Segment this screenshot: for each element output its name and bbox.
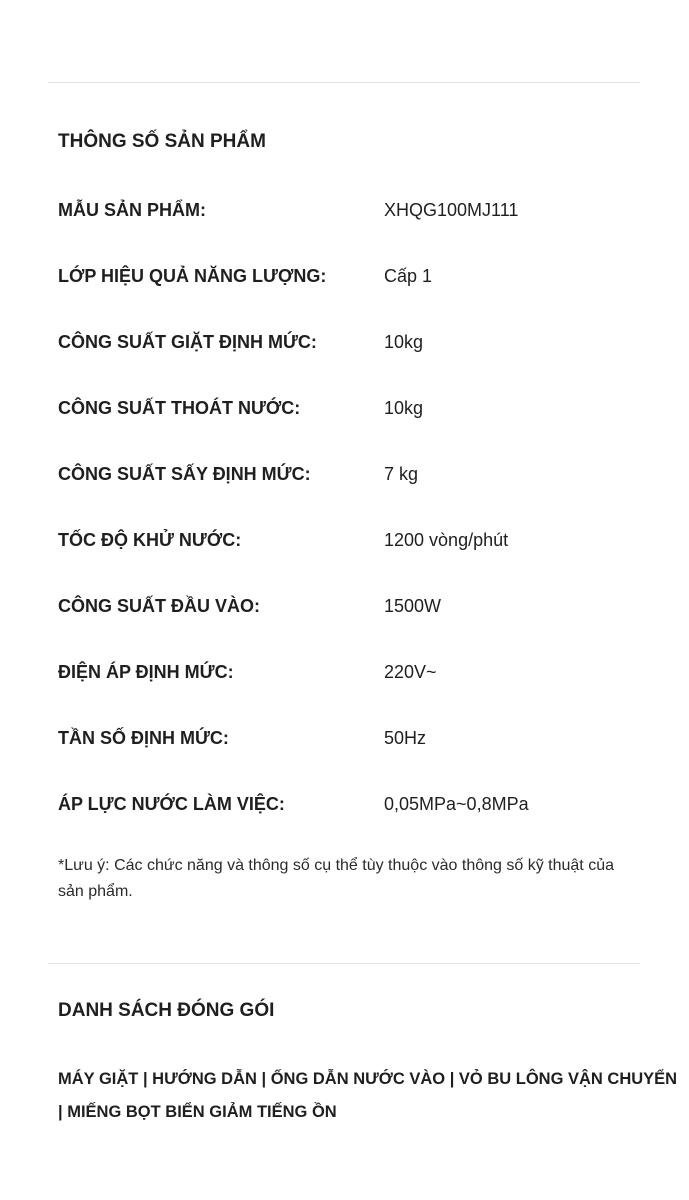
spec-row bbox=[58, 792, 658, 816]
spec-row bbox=[58, 330, 658, 354]
spec-value: 7 kg bbox=[384, 464, 419, 484]
spec-label: TẦN SỐ ĐỊNH MỨC: bbox=[58, 728, 229, 748]
spec-label: CÔNG SUẤT GIẶT ĐỊNH MỨC: bbox=[58, 332, 317, 352]
specs-section-title: THÔNG SỐ SẢN PHẨM bbox=[58, 131, 266, 152]
spec-row bbox=[58, 726, 658, 750]
spec-label: TỐC ĐỘ KHỬ NƯỚC: bbox=[58, 530, 242, 550]
spec-value: 50Hz bbox=[384, 728, 427, 748]
spec-label: CÔNG SUẤT ĐẦU VÀO: bbox=[58, 596, 260, 616]
spec-value: 10kg bbox=[384, 332, 424, 352]
spec-value: 10kg bbox=[384, 398, 424, 418]
package-section-title: DANH SÁCH ĐÓNG GÓI bbox=[58, 1000, 275, 1021]
spec-value: 0,05MPa~0,8MPa bbox=[384, 794, 529, 814]
spec-row bbox=[58, 264, 658, 288]
spec-value: XHQG100MJ111 bbox=[384, 200, 519, 220]
spec-label: MẪU SẢN PHẨM: bbox=[58, 200, 206, 220]
spec-row bbox=[58, 198, 658, 222]
spec-label: LỚP HIỆU QUẢ NĂNG LƯỢNG: bbox=[58, 266, 327, 286]
spec-label: ÁP LỰC NƯỚC LÀM VIỆC: bbox=[58, 794, 285, 814]
package-list: MÁY GIẶT | HƯỚNG DẪN | ỐNG DẪN NƯỚC VÀO | VỎ BU LÔNG VẬN CHUYỂN | MIẾNG BỌT BIỂN GIẢM TIẾNG ỒN bbox=[58, 1070, 678, 1121]
spec-row bbox=[58, 462, 658, 486]
top-divider bbox=[48, 82, 640, 83]
spec-label: CÔNG SUẤT SẤY ĐỊNH MỨC: bbox=[58, 464, 311, 484]
middle-divider bbox=[48, 963, 640, 964]
spec-row bbox=[58, 660, 658, 684]
spec-row bbox=[58, 594, 658, 618]
spec-row bbox=[58, 528, 658, 552]
spec-value: 1500W bbox=[384, 596, 442, 616]
spec-value: 220V~ bbox=[384, 662, 437, 682]
spec-label: ĐIỆN ÁP ĐỊNH MỨC: bbox=[58, 662, 234, 682]
spec-row bbox=[58, 396, 658, 420]
spec-value: Cấp 1 bbox=[384, 266, 433, 286]
spec-value: 1200 vòng/phút bbox=[384, 530, 509, 550]
spec-label: CÔNG SUẤT THOÁT NƯỚC: bbox=[58, 398, 301, 418]
specs-note: *Lưu ý: Các chức năng và thông số cụ thể tùy thuộc vào thông số kỹ thuật của sản phẩm. bbox=[58, 857, 614, 900]
